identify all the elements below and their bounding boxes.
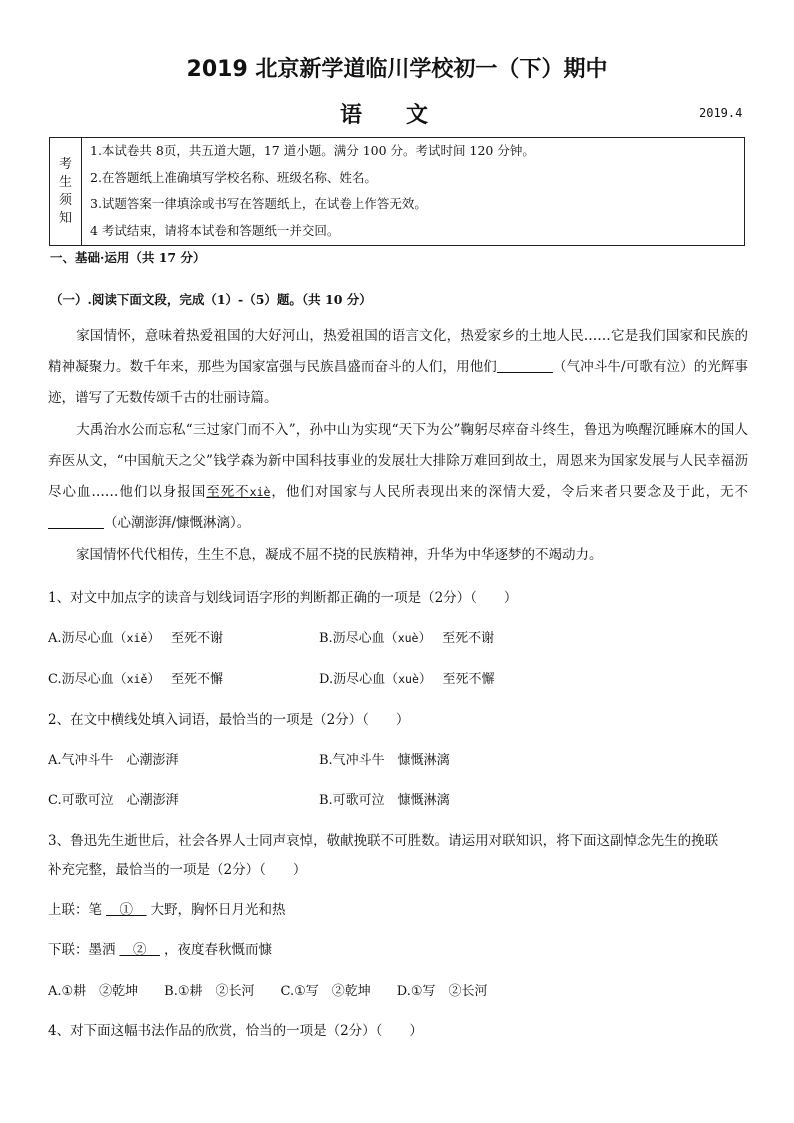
subject-title: [340, 98, 430, 129]
passage-text: （心潮澎湃/慷慨淋漓）。: [104, 515, 251, 531]
pinyin: xuè: [397, 631, 419, 645]
pinyin: xuè: [398, 672, 419, 686]
question-2-option-d: B.可歌可泣 慷慨淋漓: [319, 793, 450, 808]
question-4-stem: 4、对下面这幅书法作品的欣赏，恰当的一项是（2分）（ ）: [48, 1023, 423, 1039]
notice-label-char: 须: [58, 192, 72, 208]
notice-label-char: 知: [58, 210, 72, 226]
fill-blank: [497, 358, 553, 373]
passage-text: （气冲斗牛/可歌有泣）的光辉事迹，谱写了无数传颂千古的壮丽诗篇。: [48, 359, 748, 406]
passage-text: 大禹治水公而忘私“三过家门而不入”，孙中山为实现“天下为公”鞠躬尽瘁奋斗终生，鲁迅为唤醒沉睡麻木的国人弃医从文，“中国航天之父”钱学森为新中国科技事业的发展壮大排除万难回到故土，周恩来为国家发展与人民幸福沥尽心血……他们以身报国: [48, 422, 748, 500]
question-1-stem: 1、对文中加点字的读音与划线词语字形的判断都正确的一项是（2分）（ ）: [48, 590, 518, 606]
passage-paragraph-3: [48, 540, 748, 571]
question-1-option-b: B.沥尽心血（xuè） 至死不谢: [319, 631, 495, 646]
couplet-blank-2: ②: [119, 942, 160, 958]
question-2-option-c: C.可歌可泣 心潮澎湃: [48, 793, 179, 808]
couplet-blank-1: ①: [106, 902, 147, 918]
question-3-stem-line-1: 3、鲁迅先生逝世后，社会各界人士同声哀悼，敬献挽联不可胜数。请运用对联知识，将下面这副悼念先生的挽联: [48, 833, 719, 849]
question-1-option-d: D.沥尽心血（xuè） 至死不懈: [319, 672, 495, 687]
passage-text: 家国情怀代代相传，生生不息，凝成不屈不挠的民族精神，升华为中华逐梦的不竭动力。: [76, 547, 603, 563]
notice-box: [49, 137, 745, 246]
notice-item: 1.本试卷共 8页，共五道大题，17 道小题。满分 100 分。考试时间 120 分钟。: [90, 143, 535, 158]
question-3-stem-line-2: 补充完整，最恰当的一项是（2分）（ ）: [48, 862, 307, 878]
couplet-lower: 下联：墨洒 ② ，夜度春秋慨而慷: [48, 938, 272, 958]
subject-char-2: 文: [406, 103, 431, 128]
pinyin: xiě: [126, 672, 148, 686]
notice-item: 2.在答题纸上准确填写学校名称、班级名称、姓名。: [90, 169, 377, 185]
pinyin: xiè: [249, 485, 271, 499]
underlined-word: 至死不xiè: [206, 484, 271, 500]
fill-blank: [48, 514, 104, 529]
exam-title: 2019 北京新学道临川学校初一（下）期中: [186, 57, 608, 82]
question-2-option-a: A.气冲斗牛 心潮澎湃: [48, 753, 179, 768]
subsection-heading: （一）.阅读下面文段，完成（1）-（5）题。（共 10 分）: [50, 292, 372, 307]
question-3-options: A.①耕 ②乾坤 B.①耕 ②长河 C.①写 ②乾坤 D.①写 ②长河: [48, 984, 488, 999]
question-2-option-b: B.气冲斗牛 慷慨淋漓: [319, 753, 450, 768]
pinyin: xiě: [126, 631, 148, 645]
notice-label: [50, 138, 82, 245]
passage-text: ，他们对国家与人民所表现出来的深情大爱，令后来者只要念及于此，无不: [270, 484, 749, 500]
passage-paragraph-1: [48, 321, 748, 414]
notice-items: [90, 140, 535, 246]
notice-item: 4 考试结束，请将本试卷和答题纸一并交回。: [90, 222, 340, 238]
passage-paragraph-2: [48, 415, 748, 539]
notice-label-char: 考: [58, 156, 72, 172]
question-1-option-c: C.沥尽心血（xiě） 至死不懈: [48, 672, 224, 687]
subject-char-1: 语: [340, 103, 365, 128]
question-1-option-a: A.沥尽心血（xiě） 至死不谢: [48, 631, 223, 646]
notice-label-char: 生: [58, 174, 72, 190]
couplet-upper: 上联：笔 ① 大野，胸怀日月光和热: [48, 898, 286, 918]
notice-item: 3.试题答案一律填涂或书写在答题纸上，在试卷上作答无效。: [90, 196, 427, 211]
exam-date: 2019.4: [699, 106, 743, 120]
passage-text: 家国情怀，意味着热爱祖国的大好河山，热爱祖国的语言文化，热爱家乡的土地人民……它是我们国家和民族的精神凝聚力。数千年来，那些为国家富强与民族昌盛而奋斗的人们，用他们: [48, 328, 748, 375]
section-heading: 一、基础·运用（共 17 分）: [50, 250, 206, 265]
question-2-stem: 2、在文中横线处填入词语，最恰当的一项是（2分）（ ）: [48, 712, 410, 728]
